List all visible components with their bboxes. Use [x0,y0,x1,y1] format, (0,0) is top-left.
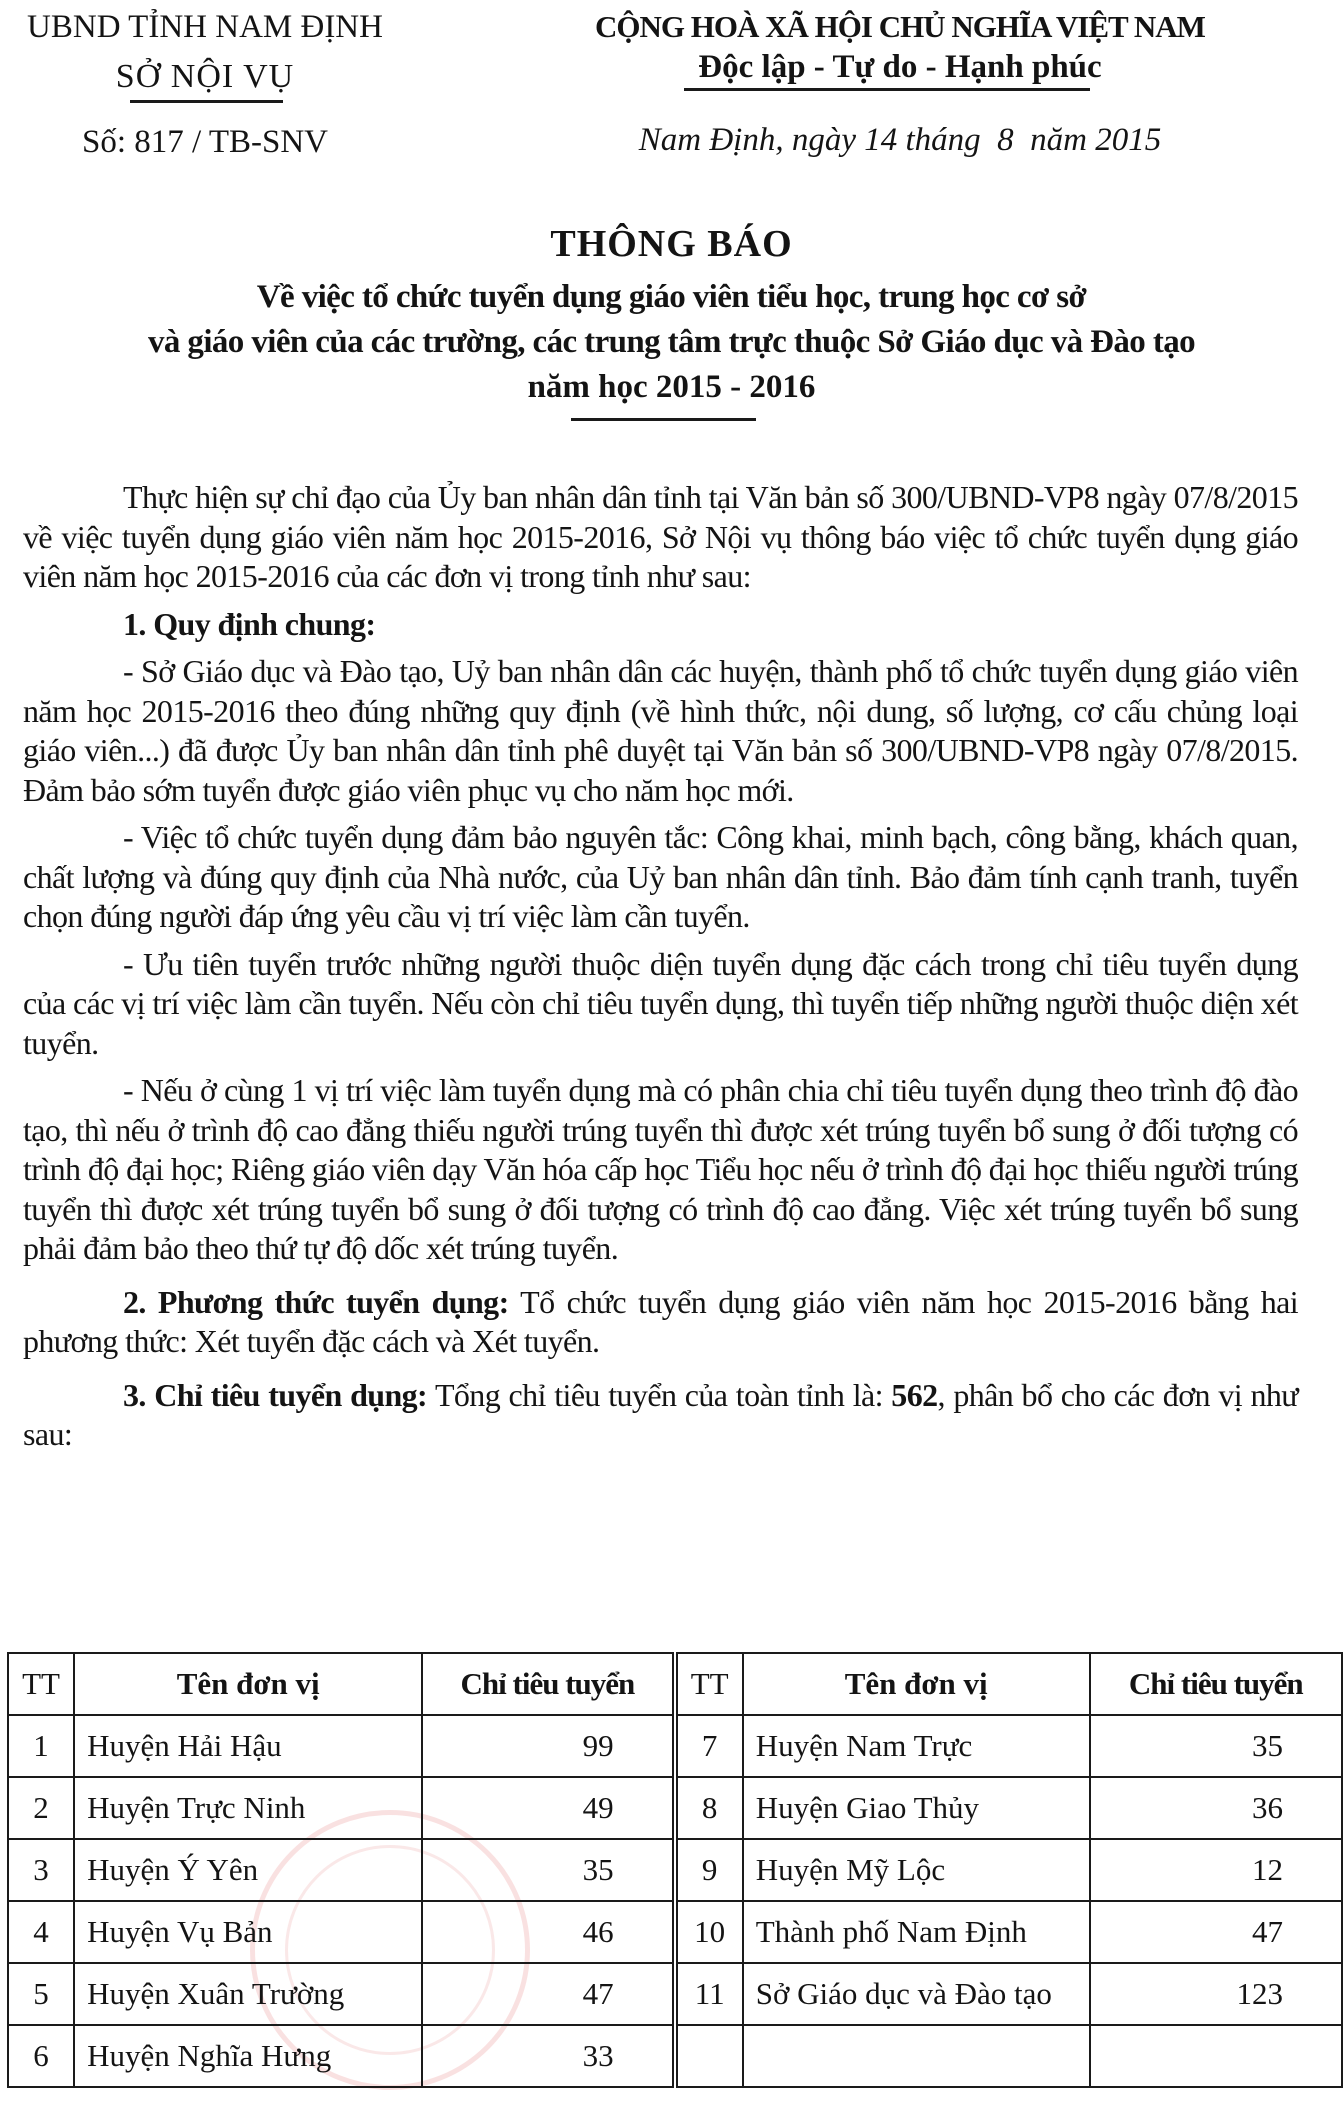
section1-item: - Sở Giáo dục và Đào tạo, Uỷ ban nhân dân các huyện, thành phố tổ chức tuyển dụng giáo viên năm học 2015-2016 theo đúng những quy định (về hình thức, nội dung, số lượng, cơ cấu chủng loại giáo viên...) đã được Ủy ban nhân dân tỉnh phê duyệt tại Văn bản số 300/UBND-VP8 ngày 07/8/2015. Đảm bảo sớm tuyển được giáo viên phục vụ cho năm học mới. [23,653,1298,808]
cell-tt: 3 [8,1839,74,1901]
cell-name [743,2025,1090,2087]
cell-quota: 12 [1090,1839,1342,1901]
issuing-department: SỞ NỘI VỤ [115,58,295,95]
department-underline [130,100,283,103]
cell-quota: 47 [422,1963,674,2025]
table-header-row [8,1653,1342,1715]
motto-underline [684,88,1090,91]
header-tt: TT [675,1653,743,1715]
header-name: Tên đơn vị [743,1653,1090,1715]
table-row [8,1963,1342,2025]
section1-item: - Việc tổ chức tuyển dụng đảm bảo nguyên tắc: Công khai, minh bạch, công bằng, khách quan, chất lượng và đúng quy định của Nhà nước, của Uỷ ban nhân dân tỉnh. Bảo đảm tính cạnh tranh, tuyển chọn đúng người đáp ứng yêu cầu vị trí việc làm cần tuyển. [23,819,1298,934]
cell-quota: 35 [422,1839,674,1901]
cell-name: Huyện Vụ Bản [74,1901,422,1963]
table-row [8,2025,1342,2087]
quota-table [7,1652,1343,2088]
cell-name: Huyện Nghĩa Hưng [74,2025,422,2087]
cell-name: Huyện Xuân Trường [74,1963,422,2025]
section3-text-b: , phân bổ cho các đơn vị như sau: [23,1376,1298,1452]
cell-quota: 123 [1090,1963,1342,2025]
document-subtitle-line1: Về việc tổ chức tuyển dụng giáo viên tiểu học, trung học cơ sở [256,279,1087,315]
cell-name: Huyện Ý Yên [74,1839,422,1901]
intro-paragraph: Thực hiện sự chỉ đạo của Ủy ban nhân dân tỉnh tại Văn bản số 300/UBND-VP8 ngày 07/8/2015 về việc tuyển dụng giáo viên năm học 2015-2016, Sở Nội vụ thông báo việc tổ chức tuyển dụng giáo viên năm học 2015-2016 của các đơn vị trong tỉnh như sau: [23,479,1298,594]
document-number: Số: 817 / TB-SNV [81,124,329,160]
section3-paragraph [23,1376,1298,1455]
cell-name: Thành phố Nam Định [743,1901,1090,1963]
cell-tt: 7 [675,1715,743,1777]
table-row [8,1839,1342,1901]
table-row [8,1901,1342,1963]
cell-quota [1090,2025,1342,2087]
cell-tt [675,2025,743,2087]
header-quota: Chỉ tiêu tuyển [422,1653,674,1715]
table-row [8,1777,1342,1839]
cell-quota: 49 [422,1777,674,1839]
cell-tt: 11 [675,1963,743,2025]
title-underline [571,418,756,421]
cell-name: Sở Giáo dục và Đào tạo [743,1963,1090,2025]
cell-quota: 99 [422,1715,674,1777]
document-subtitle-line2: và giáo viên của các trường, các trung tâm trực thuộc Sở Giáo dục và Đào tạo [147,324,1196,360]
cell-quota: 33 [422,2025,674,2087]
cell-name: Huyện Mỹ Lộc [743,1839,1090,1901]
cell-tt: 2 [8,1777,74,1839]
header-name: Tên đơn vị [74,1653,422,1715]
cell-tt: 8 [675,1777,743,1839]
cell-quota: 47 [1090,1901,1342,1963]
document-body [23,478,1298,1455]
section3-heading: 3. Chỉ tiêu tuyển dụng: [123,1376,428,1413]
cell-name: Huyện Giao Thủy [743,1777,1090,1839]
section1-heading: 1. Quy định chung: [123,605,376,642]
issuing-authority: UBND TỈNH NAM ĐỊNH [27,9,383,45]
cell-name: Huyện Trực Ninh [74,1777,422,1839]
section3-text-a: Tổng chỉ tiêu tuyển của toàn tỉnh là: [427,1376,892,1413]
document-title: THÔNG BÁO [550,223,793,265]
table-row [8,1715,1342,1777]
cell-quota: 36 [1090,1777,1342,1839]
header-quota: Chỉ tiêu tuyển [1090,1653,1342,1715]
cell-quota: 46 [422,1901,674,1963]
section2-paragraph [23,1283,1298,1362]
cell-tt: 10 [675,1901,743,1963]
document-subtitle-line3: năm học 2015 - 2016 [527,369,816,405]
section2-text: Tổ chức tuyển dụng giáo viên năm học 2015-2016 bằng hai phương thức: Xét tuyển đặc cách và Xét tuyển. [23,1283,1299,1359]
cell-tt: 6 [8,2025,74,2087]
header-tt: TT [8,1653,74,1715]
national-motto: Độc lập - Tự do - Hạnh phúc [698,49,1102,85]
cell-tt: 9 [675,1839,743,1901]
cell-tt: 4 [8,1901,74,1963]
cell-tt: 5 [8,1963,74,2025]
place-date: Nam Định, ngày 14 tháng 8 năm 2015 [638,122,1162,158]
cell-quota: 35 [1090,1715,1342,1777]
section1-item: - Nếu ở cùng 1 vị trí việc làm tuyển dụng mà có phân chia chỉ tiêu tuyển dụng theo trình độ đào tạo, thì nếu ở trình độ cao đẳng thiếu người trúng tuyển thì được xét trúng tuyển bổ sung ở đối tượng có trình độ đại học; Riêng giáo viên dạy Văn hóa cấp học Tiểu học nếu ở trình độ đại học thiếu người trúng tuyển thì được xét trúng tuyển bổ sung ở đối tượng có trình độ cao đẳng. Việc xét trúng tuyển bổ sung phải đảm bảo theo thứ tự độ dốc xét trúng tuyển. [23,1072,1298,1266]
section2-heading: 2. Phương thức tuyển dụng: [123,1283,509,1320]
section1-item: - Ưu tiên tuyển trước những người thuộc diện tuyển dụng đặc cách trong chỉ tiêu tuyển dụng của các vị trí việc làm cần tuyển. Nếu còn chỉ tiêu tuyển dụng, thì tuyển tiếp những người thuộc diện xét tuyển. [23,945,1298,1061]
cell-name: Huyện Nam Trực [743,1715,1090,1777]
cell-name: Huyện Hải Hậu [74,1715,422,1777]
national-title: CỘNG HOÀ XÃ HỘI CHỦ NGHĨA VIỆT NAM [595,9,1205,44]
section3-total: 562 [891,1376,938,1413]
cell-tt: 1 [8,1715,74,1777]
